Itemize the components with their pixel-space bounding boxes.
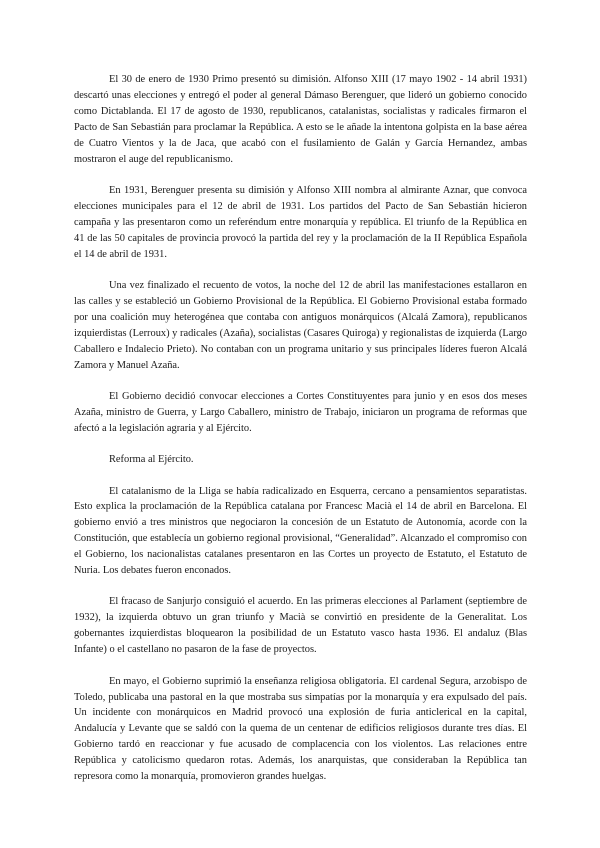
paragraph-5: El catalanismo de la Lliga se había radicalizado en Esquerra, cercano a pensamientos separatistas. Esto explica la proclamación de la República catalana por Francesc Macià el 14 de abril en Barcelona. El gobierno envió a tres ministros que negociaron la concesión de un Estatuto de Autonomía, acorde con la Constitución, que establecía un gobierno regional provisional, “Generalidad”. Alcanzado el compromiso con el Gobierno, los nacionalistas catalanes presentaron en las Cortes un proyecto de Estatuto, el Estatuto de Nuria. Los debates fueron enconados.: [74, 485, 527, 577]
paragraph-1: El 30 de enero de 1930 Primo presentó su dimisión. Alfonso XIII (17 mayo 1902 - 14 abril 1931) descartó unas elecciones y entregó el poder al general Dámaso Berenguer, que lideró un gobierno conocido como Dictablanda. El 17 de agosto de 1930, republicanos, catalanistas, socialistas y radicales firmaron el Pacto de San Sebastián para proclamar la República. A esto se le añade la intentona golpista en la base aérea de Cuatro Vientos y la de Jaca, que acabó con el fusilamiento de Galán y García Hernandez, ambas mostraron el auge del republicanismo.: [74, 74, 527, 165]
paragraph-7: En mayo, el Gobierno suprimió la enseñanza religiosa obligatoria. El cardenal Segura, arzobispo de Toledo, publicaba una pastoral en la que mostraba sus simpatías por la monarquía y era expulsado del país. Un incidente con monárquicos en Madrid provocó una explosión de furia anticlerical en la capital, Andalucía y Levante que se saldó con la quema de un centenar de edificios religiosos durante tres días. El Gobierno tardó en reaccionar y fue acusado de complacencia con los violentos. Las relaciones entre República y catolicismo quedaron rotas. Además, los anarquistas, que consideraban la República tan represora como la monarquía, promovieron grandes huelgas.: [74, 675, 527, 783]
paragraph-2: En 1931, Berenguer presenta su dimisión y Alfonso XIII nombra al almirante Aznar, que convoca elecciones municipales para el 12 de abril de 1931. Los partidos del Pacto de San Sebastián hicieron campaña y las presentaron como un referéndum entre monarquía y república. El triunfo de la República en 41 de las 50 capitales de provincia provocó la partida del rey y la proclamación de la II República Española el 14 de abril de 1931.: [74, 184, 527, 260]
section-heading: Reforma al Ejército.: [109, 454, 194, 466]
paragraph-6: El fracaso de Sanjurjo consiguió el acuerdo. En las primeras elecciones al Parlament (septiembre de 1932), la izquierda obtuvo un gran triunfo y Macià se convirtió en presidente de la Generalitat. Los gobernantes izquierdistas bloquearon la posibilidad de un Estatuto vasco hasta 1936. El andaluz (Blas Infante) o el castellano no pasaron de la fase de proyectos.: [74, 596, 527, 656]
document-body: [74, 72, 527, 800]
paragraph-4: El Gobierno decidió convocar elecciones a Cortes Constituyentes para junio y en esos dos meses Azaña, ministro de Guerra, y Largo Caballero, ministro de Trabajo, iniciaron un programa de reformas que afectó a la legislación agraria y al Ejército.: [74, 390, 527, 434]
paragraph-3: Una vez finalizado el recuento de votos, la noche del 12 de abril las manifestaciones estallaron en las calles y se estableció un Gobierno Provisional de la República. El Gobierno Provisional estaba formado por una coalición muy heterogénea que contaba con antiguos monárquicos (Alcalá Zamora), republicanos izquierdistas (Lerroux) y radicales (Azaña), socialistas (Casares Quiroga) y regionalistas de izquierda (Largo Caballero e Indalecio Prieto). No contaban con un programa unitario y sus principales líderes fueron Alcalá Zamora y Manuel Azaña.: [74, 279, 527, 371]
